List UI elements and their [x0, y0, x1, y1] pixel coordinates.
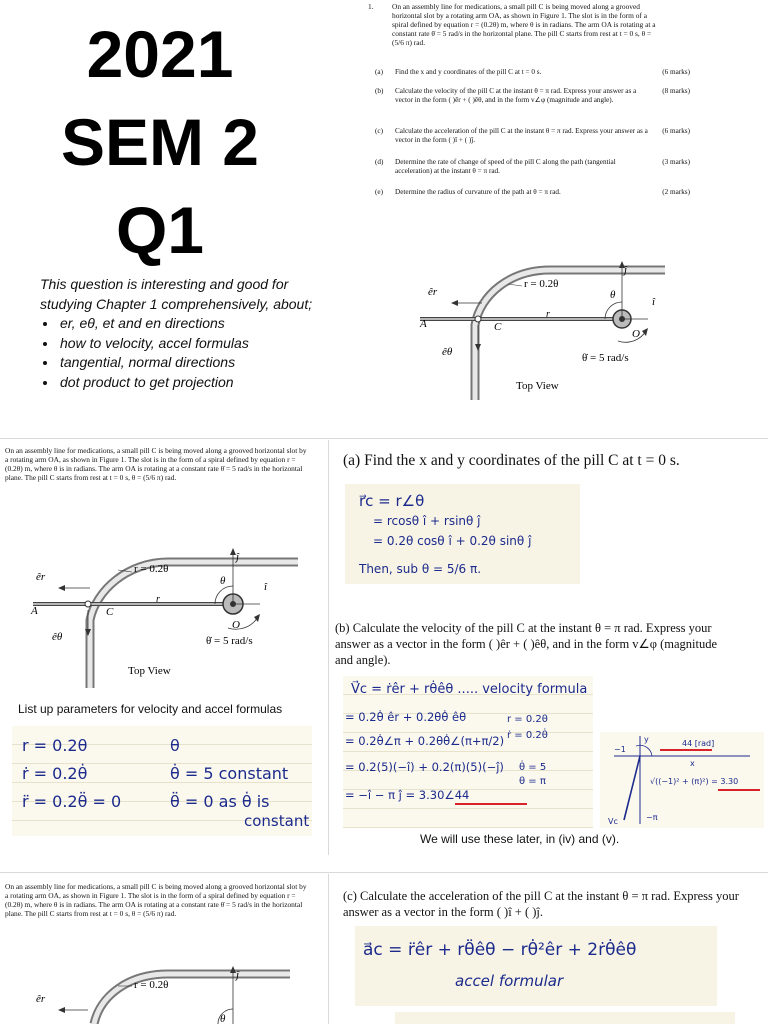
- part-text: Find the x and y coordinates of the pill C at t = 0 s.: [395, 68, 542, 76]
- question-part-d: [375, 158, 690, 175]
- sketch-y: y: [644, 735, 649, 744]
- hand-line: a⃗c = r̈êr + rθ̈êθ − rθ̇²êr + 2ṙθ̇êθ: [363, 940, 637, 960]
- figure-r-label: r = 0.2θ: [134, 979, 169, 991]
- figure-rate-label: θ̇ = 5 rad/s: [582, 352, 629, 364]
- part-a-handwriting: [345, 484, 580, 584]
- sketch-negpi: −π: [646, 813, 658, 822]
- sketch-neg1: −1: [614, 745, 626, 754]
- side-param: θ̇ = 5: [519, 762, 547, 773]
- part-b-note: We will use these later, in (iv) and (v).: [420, 832, 620, 846]
- hand-line: V⃗c = ṙêr + rθ̇êθ ..... velocity formula: [351, 682, 588, 697]
- figure-er-label: êr: [36, 571, 46, 583]
- side-param: ṙ = 0.2θ̇: [507, 730, 548, 741]
- intro-bullet: • tangential, normal directions: [58, 353, 315, 373]
- part-marks: (2 marks): [662, 188, 690, 196]
- part-text: Determine the radius of curvature of the path at θ = π rad.: [395, 188, 561, 196]
- figure-theta-label: θ: [220, 575, 226, 587]
- question-stem: On an assembly line for medications, a small pill C is being moved along a grooved horizontal slot by a rotating arm OA, as shown in Figure 1. The slot is in the form of a spiral defined by equation r = (0.2θ) m, where θ is in radians. The arm OA is rotating at a constant rate θ̇ = 5 rad/s in the horizontal plane. The pill C starts from rest at t = 0 s, θ = (5/6 π) rad.: [392, 2, 656, 47]
- intro-bullet: • how to velocity, accel formulas: [58, 334, 315, 354]
- question-stem: On an assembly line for medications, a small pill C is being moved along a grooved horizontal slot by a rotating arm OA, as shown in Figure 1. The slot is in the form of a spiral defined by equation r = (0.2θ) m, where θ is in radians. The arm OA is rotating at a constant rate θ̇ = 5 rad/s in the horizontal plane. The pill C starts from rest at t = 0 s, θ = (5/6 π) rad.: [5, 882, 307, 918]
- part-text: Calculate the velocity of the pill C at the instant θ = π rad. Express your answer as a vector in the form ( )êr + ( )êθ, and in the form v∠φ (magnitude and angle).: [395, 87, 637, 104]
- intro-bullet: • dot product to get projection: [58, 373, 315, 393]
- figure-i-label: î: [264, 581, 268, 593]
- answer-underline: [455, 803, 527, 805]
- title-semester: SEM 2: [60, 105, 260, 179]
- part-marks: (6 marks): [662, 68, 690, 76]
- part-label: (b): [375, 87, 384, 95]
- hand-line: accel formular: [455, 972, 564, 990]
- part-label: (d): [375, 158, 384, 166]
- part-text: Determine the rate of change of speed of the pill C along the path (tangential acceleration) at the instant θ = π rad.: [395, 158, 616, 175]
- hand-line: = 0.2θ cosθ î + 0.2θ sinθ ĵ: [373, 534, 532, 548]
- hand-line: = rcosθ î + rsinθ ĵ: [373, 514, 481, 528]
- figure-theta-label: θ: [220, 1013, 226, 1024]
- params-handwriting: [12, 726, 312, 836]
- params-caption: List up parameters for velocity and accel formulas: [18, 702, 283, 716]
- figure-i-label: î: [652, 296, 656, 308]
- hand-line: = 0.2(5)(−î) + 0.2(π)(5)(−ĵ): [345, 760, 504, 774]
- figure-C-label: C: [106, 606, 114, 618]
- param-r: r = 0.2θ: [22, 736, 88, 755]
- param-constant: constant: [244, 812, 310, 830]
- section-divider: [0, 438, 768, 439]
- part-b-heading: (b) Calculate the velocity of the pill C at the instant θ = π rad. Express your answer as a vector in the form ( )êr + ( )êθ, and in the form v∠φ (magnitude and angle).: [335, 621, 718, 667]
- param-thetadot: θ̇ = 5 constant: [170, 764, 289, 783]
- part-marks: (6 marks): [662, 127, 690, 135]
- section-divider: [0, 872, 768, 873]
- param-rddot: r̈ = 0.2θ̈ = 0: [22, 792, 122, 811]
- part-marks: (8 marks): [662, 87, 690, 95]
- spiral-figure: [28, 540, 318, 688]
- part-label: (a): [375, 68, 383, 76]
- figure-caption: Top View: [516, 380, 559, 392]
- param-thetaddot: θ̈ = 0 as θ̇ is: [170, 792, 270, 811]
- figure-r-mark: r: [546, 309, 550, 320]
- sketch-mag: √((−1)² + (π)²) = 3.30: [650, 777, 739, 786]
- figure-etheta-label: êθ: [442, 346, 453, 358]
- figure-rate-label: θ̇ = 5 rad/s: [206, 635, 253, 647]
- intro-bullet: • er, eθ, et and en directions: [58, 314, 315, 334]
- part-label: (c): [375, 127, 383, 135]
- spiral-figure: [28, 962, 318, 1024]
- figure-A-label: A: [31, 605, 38, 617]
- question-part-c: [375, 127, 690, 144]
- figure-A-label: A: [420, 318, 427, 330]
- question-part-e: [375, 188, 690, 197]
- figure-theta-label: θ: [610, 289, 616, 301]
- hand-line: = 0.2θ̇∠π + 0.2θθ̇∠(π+π/2): [345, 734, 505, 748]
- question-parts: [375, 68, 690, 208]
- figure-etheta-label: êθ: [52, 631, 63, 643]
- part-c-heading: (c) Calculate the acceleration of the pill C at the instant θ = π rad. Express your answer as a vector in the form ( )î + ( )ĵ.: [343, 889, 739, 919]
- hand-line: Then, sub θ = 5/6 π.: [359, 562, 482, 576]
- figure-j-label: ĵ: [236, 551, 240, 563]
- title-year: 2021: [86, 17, 234, 91]
- title-question: Q1: [115, 193, 205, 267]
- velocity-sketch: [600, 732, 764, 828]
- spiral-figure: [410, 245, 690, 400]
- hand-line: r⃗c = r∠θ: [359, 492, 425, 510]
- part-c-handwriting: [355, 926, 717, 1006]
- figure-er-label: êr: [428, 286, 438, 298]
- figure-j-label: ĵ: [624, 264, 628, 276]
- param-theta: θ: [170, 736, 180, 755]
- part-b-handwriting: [343, 676, 593, 828]
- figure-r-mark: r: [156, 594, 160, 605]
- part-a-heading: (a) Find the x and y coordinates of the pill C at t = 0 s.: [343, 452, 680, 469]
- figure-er-label: êr: [36, 993, 46, 1005]
- sketch-x: x: [690, 759, 695, 768]
- intro-bullet-list: [40, 314, 315, 392]
- question-stem-block: [368, 2, 663, 47]
- question-part-a: [375, 68, 690, 77]
- figure-caption: Top View: [128, 665, 171, 677]
- param-rdot: ṙ = 0.2θ̇: [22, 764, 88, 783]
- sketch-v: Vc: [608, 817, 618, 826]
- intro-block: [40, 275, 315, 392]
- figure-O-label: O: [232, 619, 240, 631]
- column-divider: [328, 440, 329, 855]
- hand-line: = 0.2θ̇ êr + 0.2θθ̇ êθ: [345, 710, 467, 724]
- figure-j-label: ĵ: [236, 969, 240, 981]
- question-part-b: [375, 87, 690, 104]
- title-block: [0, 10, 320, 274]
- intro-text: This question is interesting and good for studying Chapter 1 comprehensively, about;: [40, 276, 313, 312]
- part-c-handwriting-continued: [395, 1012, 735, 1024]
- question-stem-repeat: [5, 446, 310, 482]
- sketch-angle: 44 [rad]: [682, 739, 715, 748]
- figure-r-label: r = 0.2θ: [524, 278, 559, 290]
- question-stem: On an assembly line for medications, a small pill C is being moved along a grooved horizontal slot by a rotating arm OA, as shown in Figure 1. The slot is in the form of a spiral defined by equation r = (0.2θ) m, where θ is in radians. The arm OA is rotating at a constant rate θ̇ = 5 rad/s in the horizontal plane. The pill C starts from rest at t = 0 s, θ = (5/6 π) rad.: [5, 446, 307, 482]
- figure-r-label: r = 0.2θ: [134, 563, 169, 575]
- hand-line: = −î − π ĵ = 3.30∠44: [345, 788, 470, 802]
- part-text: Calculate the acceleration of the pill C at the instant θ = π rad. Express your answer as a vector in the form ( )î + ( )ĵ.: [395, 127, 648, 144]
- side-param: θ = π: [519, 776, 546, 787]
- figure-O-label: O: [632, 328, 640, 340]
- column-divider: [328, 874, 329, 1024]
- part-marks: (3 marks): [662, 158, 690, 166]
- side-param: r = 0.2θ: [507, 714, 548, 725]
- question-stem-repeat: [5, 882, 310, 918]
- part-label: (e): [375, 188, 383, 196]
- question-number: 1.: [368, 2, 374, 11]
- figure-C-label: C: [494, 321, 502, 333]
